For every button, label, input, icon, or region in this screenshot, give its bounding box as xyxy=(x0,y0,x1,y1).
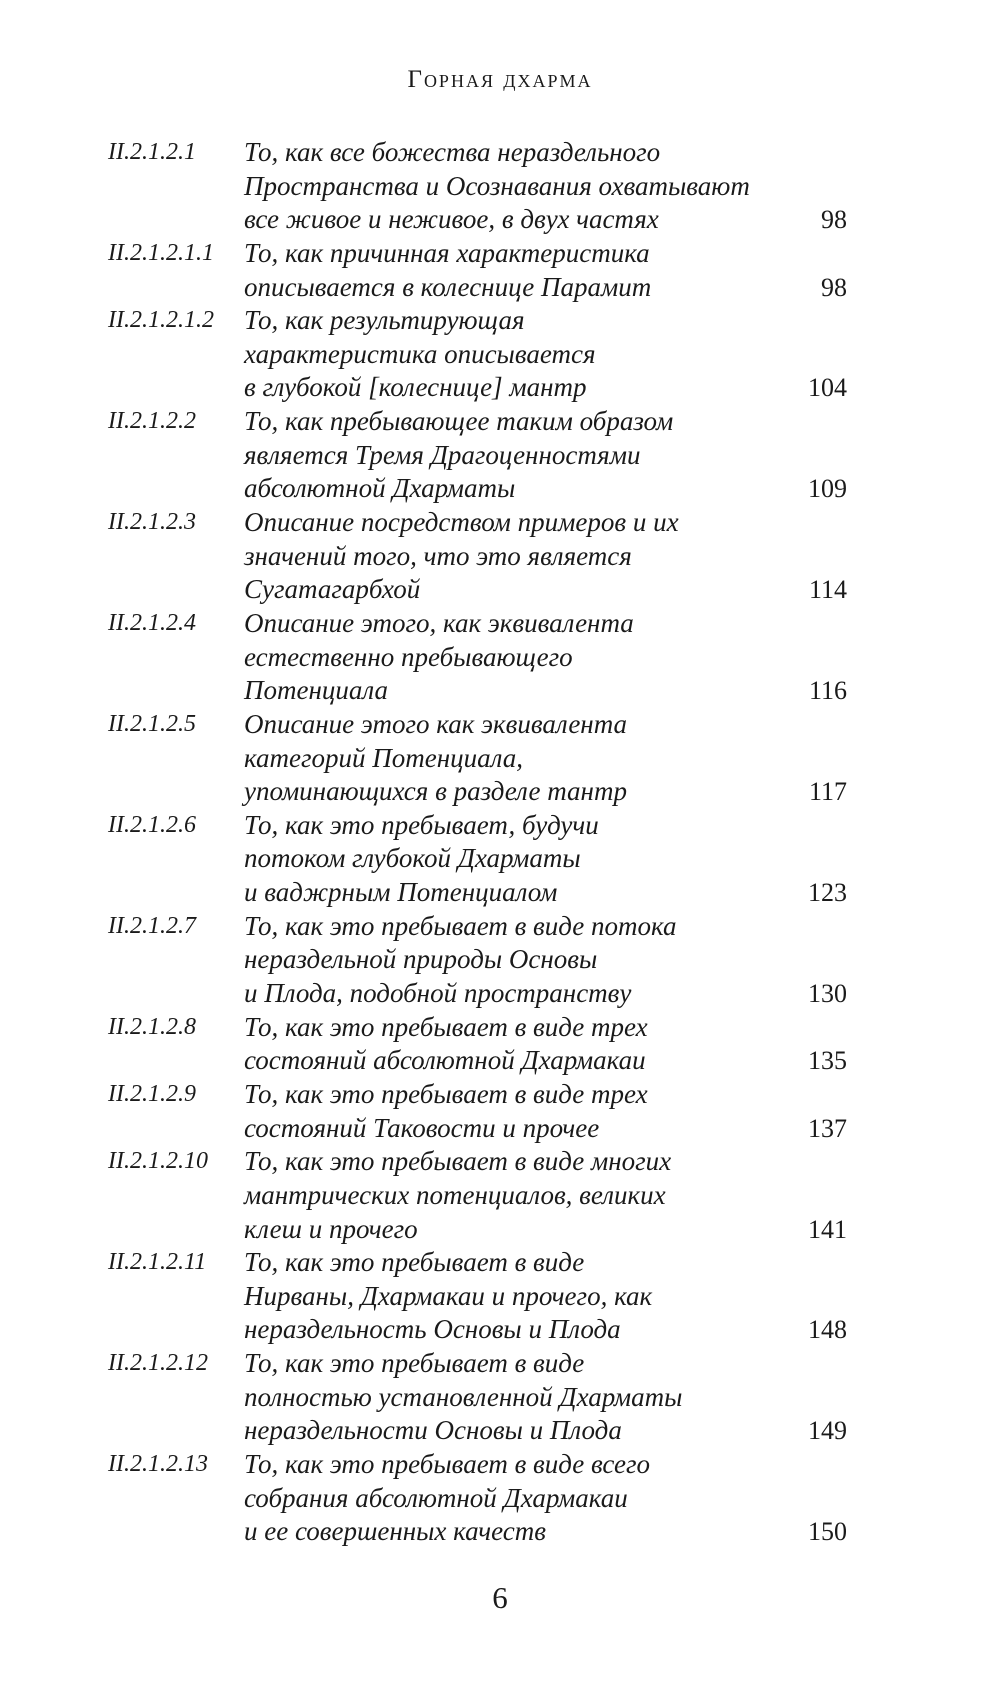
toc-entry-line xyxy=(0,1347,1000,1381)
toc-entry-line xyxy=(0,304,1000,338)
toc-entry-line xyxy=(0,607,1000,641)
toc-entry-line xyxy=(0,1213,1000,1247)
toc-entry-number: II.2.1.2.8 xyxy=(108,1013,196,1040)
toc-entry xyxy=(0,1145,1000,1246)
toc-entry-number: II.2.1.2.6 xyxy=(108,811,196,838)
toc-entry-line xyxy=(0,573,1000,607)
toc-entry-number: II.2.1.2.12 xyxy=(108,1350,208,1377)
toc-entry-line xyxy=(0,540,1000,574)
toc-entry-line xyxy=(0,371,1000,405)
toc-entry xyxy=(0,1448,1000,1549)
toc-entry-number: II.2.1.2.1.1 xyxy=(108,239,214,266)
toc-entry-text: То, как все божества нераздельного xyxy=(244,137,661,167)
toc-entry-line xyxy=(0,338,1000,372)
toc-entry-text: нераздельной природы Основы xyxy=(244,944,598,975)
toc-entry-line xyxy=(0,439,1000,473)
toc-entry-text: и ее совершенных качеств xyxy=(244,1516,546,1547)
toc-entry-line xyxy=(0,910,1000,944)
toc-entry-text: То, как это пребывает, будучи xyxy=(244,809,599,840)
toc-entry-line xyxy=(0,1448,1000,1482)
toc-entry-number: II.2.1.2.7 xyxy=(108,912,196,939)
toc-entry-line xyxy=(0,1145,1000,1179)
toc-entry-line xyxy=(0,842,1000,876)
toc-entry-number: II.2.1.2.2 xyxy=(108,408,196,435)
toc-entry-text: То, как причинная характеристика xyxy=(244,237,650,268)
toc-entry-number: II.2.1.2.10 xyxy=(108,1148,208,1175)
toc-entry xyxy=(0,136,1000,237)
toc-entry xyxy=(0,237,1000,304)
toc-entry-text: абсолютной Дхарматы xyxy=(244,473,516,504)
toc-entry xyxy=(0,809,1000,910)
running-title: Горная дхарма xyxy=(407,66,593,93)
toc-entry-page: 137 xyxy=(808,1113,847,1143)
toc-entry-line xyxy=(0,1112,1000,1146)
toc-entry xyxy=(0,1246,1000,1347)
toc-entry-line xyxy=(0,674,1000,708)
toc-entry-line xyxy=(0,708,1000,742)
toc-entry-text: состояний Таковости и прочее xyxy=(244,1112,600,1143)
toc-entry-number: II.2.1.2.1 xyxy=(108,139,196,165)
toc-entry-page: 123 xyxy=(808,878,847,908)
toc-entry-line xyxy=(0,405,1000,439)
toc-entry-page: 117 xyxy=(808,777,847,807)
toc-entry-number: II.2.1.2.5 xyxy=(108,710,196,737)
toc-entry-line xyxy=(0,742,1000,776)
toc-entry-line xyxy=(0,1482,1000,1516)
toc-entry-line xyxy=(0,876,1000,910)
toc-entry-line xyxy=(0,170,1000,204)
toc-entry-page: 141 xyxy=(808,1214,847,1244)
toc-entry-text: все живое и неживое, в двух частях xyxy=(244,204,659,235)
toc-entry-line xyxy=(0,943,1000,977)
toc-entry xyxy=(0,708,1000,809)
toc-entry-number: II.2.1.2.3 xyxy=(108,509,196,536)
toc-entry-line xyxy=(0,506,1000,540)
toc-entry-number: II.2.1.2.4 xyxy=(108,609,196,636)
toc-entry xyxy=(0,506,1000,607)
toc-entry-text: Нирваны, Дхармакаи и прочего, как xyxy=(244,1280,653,1311)
toc-entry-text: в глубокой [колеснице] мантр xyxy=(244,372,587,403)
toc-entry-line xyxy=(0,809,1000,843)
toc-entry-text: То, как это пребывает в виде трех xyxy=(244,1078,648,1109)
toc-entry-page: 150 xyxy=(808,1517,847,1547)
toc-entry xyxy=(0,1347,1000,1448)
toc-entry-text: состояний абсолютной Дхармакаи xyxy=(244,1045,646,1076)
toc-entry-text: клеш и прочего xyxy=(244,1213,418,1244)
toc-entry-text: То, как это пребывает в виде xyxy=(244,1247,585,1278)
toc-entry-text: нераздельности Основы и Плода xyxy=(244,1415,622,1446)
toc-entry-line xyxy=(0,237,1000,271)
toc-entry-line xyxy=(0,1246,1000,1280)
toc-entry-page: 109 xyxy=(808,474,847,504)
toc-entry-number: II.2.1.2.11 xyxy=(108,1249,207,1276)
toc-entry-text: Описание этого, как эквивалента xyxy=(244,607,634,638)
toc-entry-text: То, как результирующая xyxy=(244,305,525,336)
toc-entry-number: II.2.1.2.9 xyxy=(108,1080,196,1107)
toc-entry-text: Потенциала xyxy=(244,675,388,706)
toc-entry xyxy=(0,304,1000,405)
toc-entry-page: 135 xyxy=(808,1046,847,1076)
toc-entry-text: То, как это пребывает в виде трех xyxy=(244,1011,648,1042)
toc-entry-text: характеристика описывается xyxy=(244,338,596,369)
toc-entry-text: упоминающихся в разделе тантр xyxy=(244,776,627,807)
toc-entry-text: значений того, что это является xyxy=(244,540,632,571)
toc-entry-line xyxy=(0,1381,1000,1415)
toc-entry-page: 104 xyxy=(808,373,847,403)
toc-entry-line xyxy=(0,472,1000,506)
toc-entry-text: То, как это пребывает в виде многих xyxy=(244,1146,672,1177)
toc-entry-line xyxy=(0,1179,1000,1213)
toc-entry-text: То, как это пребывает в виде всего xyxy=(244,1448,651,1479)
toc-entry-line xyxy=(0,641,1000,675)
toc-entry-text: и ваджрным Потенциалом xyxy=(244,877,558,908)
toc-entry-number: II.2.1.2.1.2 xyxy=(108,307,214,334)
toc-entry-line xyxy=(0,977,1000,1011)
toc-entry-line xyxy=(0,775,1000,809)
toc-entry-text: Описание этого как эквивалента xyxy=(244,708,628,739)
toc-entry-page: 130 xyxy=(808,979,847,1009)
toc-entry-text: описывается в колеснице Парамит xyxy=(244,271,652,302)
toc-entry-text: мантрических потенциалов, великих xyxy=(244,1179,666,1210)
toc-entry xyxy=(0,1011,1000,1078)
toc-entry-page: 98 xyxy=(821,205,847,235)
toc-entry-text: собрания абсолютной Дхармакаи xyxy=(244,1482,628,1513)
toc-entry-text: полностью установленной Дхарматы xyxy=(244,1381,683,1412)
toc-entry-line xyxy=(0,136,1000,170)
toc-entry xyxy=(0,1078,1000,1145)
toc-entry-number: II.2.1.2.13 xyxy=(108,1450,208,1477)
toc-entry-text: То, как это пребывает в виде потока xyxy=(244,910,677,941)
toc-entry-text: потоком глубокой Дхарматы xyxy=(244,843,581,874)
toc-entry xyxy=(0,405,1000,506)
toc-entry-page: 98 xyxy=(821,272,847,302)
toc-entry xyxy=(0,607,1000,708)
toc-entry-page: 148 xyxy=(808,1315,847,1345)
toc-entry-page: 116 xyxy=(808,676,847,706)
toc-entry-text: Описание посредством примеров и их xyxy=(244,507,679,538)
toc-entry xyxy=(0,910,1000,1011)
toc-entry-text: естественно пребывающего xyxy=(244,641,573,672)
toc-entry-text: То, как это пребывает в виде xyxy=(244,1348,585,1379)
toc-entry-page: 114 xyxy=(808,575,847,605)
toc-entry-text: Сугатагарбхой xyxy=(244,574,421,605)
toc-entry-line xyxy=(0,1011,1000,1045)
toc-entry-text: является Тремя Драгоценностями xyxy=(244,439,641,470)
table-of-contents xyxy=(0,136,1000,1549)
toc-entry-text: нераздельность Основы и Плода xyxy=(244,1314,621,1345)
toc-entry-text: Пространства и Осознавания охватывают xyxy=(244,170,750,201)
toc-entry-line xyxy=(0,1515,1000,1549)
toc-entry-line xyxy=(0,271,1000,305)
toc-entry-line xyxy=(0,1280,1000,1314)
toc-entry-page: 149 xyxy=(808,1416,847,1446)
toc-entry-line xyxy=(0,203,1000,237)
toc-entry-text: категорий Потенциала, xyxy=(244,742,523,773)
toc-entry-line xyxy=(0,1313,1000,1347)
toc-entry-text: и Плода, подобной пространству xyxy=(244,978,632,1009)
toc-entry-line xyxy=(0,1414,1000,1448)
toc-entry-text: То, как пребывающее таким образом xyxy=(244,406,674,437)
toc-entry-line xyxy=(0,1078,1000,1112)
page-number: 6 xyxy=(492,1580,508,1615)
toc-entry-line xyxy=(0,1044,1000,1078)
